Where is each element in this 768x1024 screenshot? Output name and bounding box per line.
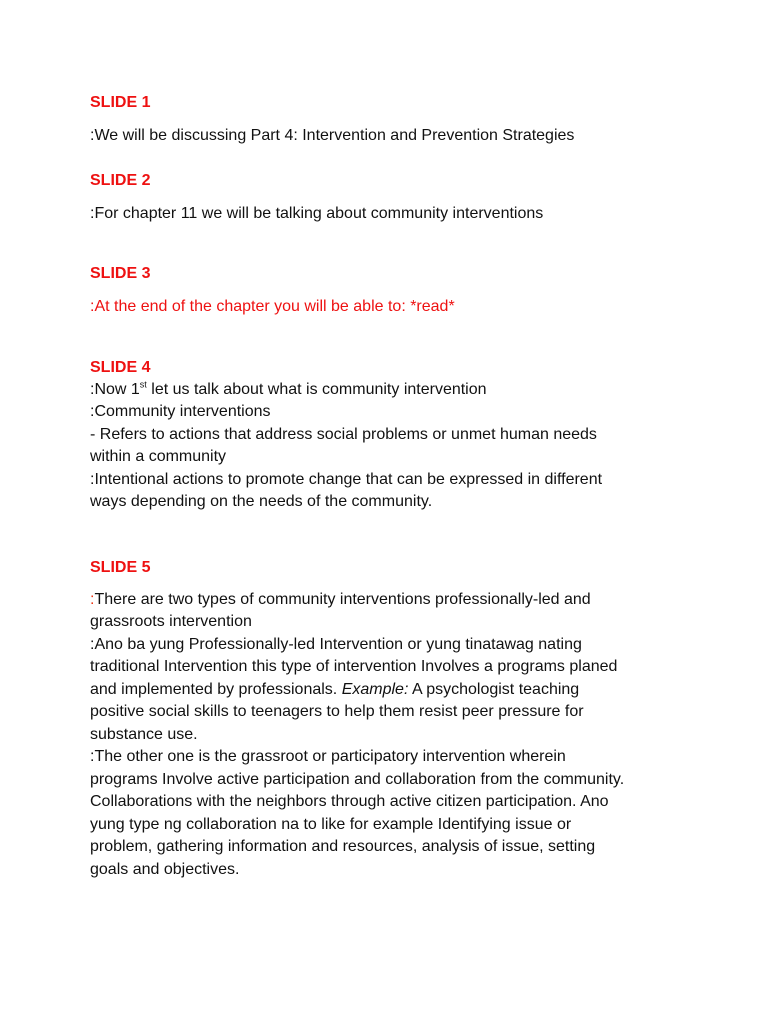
- slide-5-line-3: :Ano ba yung Professionally-led Intervention or yung tinatawag nating: [90, 635, 582, 653]
- slide-5-line-9: programs Involve active participation and collaboration from the community.: [90, 770, 625, 788]
- slide-5-line-7: substance use.: [90, 725, 198, 743]
- document-body: [90, 92, 690, 881]
- slide-5-line-10: Collaborations with the neighbors through active citizen participation. Ano: [90, 793, 609, 810]
- slide-5-line-4: traditional Intervention this type of intervention Involves a programs planed: [90, 658, 618, 675]
- slide-5-line-6: positive social skills to teenagers to help them resist peer pressure for: [90, 703, 584, 720]
- slide-5-line-5-example: Example:: [341, 680, 409, 698]
- slide-4-line-3: - Refers to actions that address social problems or unmet human needs: [90, 425, 597, 443]
- slide-5-line-5-post: A psychologist teaching: [408, 680, 580, 698]
- slide-1-heading: SLIDE 1: [90, 94, 151, 111]
- slide-5-line-5-pre: and implemented by professionals.: [90, 680, 342, 698]
- slide-5-heading: SLIDE 5: [90, 558, 151, 576]
- slide-3-heading: SLIDE 3: [90, 265, 151, 282]
- slide-4-line-4: within a community: [90, 448, 227, 465]
- slide-5-line-11: yung type ng collaboration na to like for example Identifying issue or: [90, 815, 572, 833]
- slide-5-line-1: [90, 589, 690, 612]
- slide-5-line-8: :The other one is the grassroot or participatory intervention wherein: [90, 748, 566, 765]
- slide-5-line-2: grassroots intervention: [90, 613, 252, 630]
- slide-4-heading: SLIDE 4: [90, 358, 151, 376]
- slide-2-heading: SLIDE 2: [90, 171, 151, 189]
- slide-5-line-1-text: There are two types of community interventions professionally-led and: [94, 590, 591, 608]
- slide-4-line-2: :Community interventions: [90, 403, 271, 420]
- slide-2-text: :For chapter 11 we will be talking about community interventions: [90, 204, 544, 222]
- slide-3-text: :At the end of the chapter you will be able to: *read*: [90, 298, 455, 315]
- slide-5-line-13: goals and objectives.: [90, 860, 240, 878]
- slide-4-line-1: [90, 379, 690, 402]
- slide-5-line-12: problem, gathering information and resources, analysis of issue, setting: [90, 838, 596, 855]
- slide-5-line-5: [90, 679, 690, 702]
- slide-5-line-1-colon: :: [90, 590, 95, 608]
- slide-1-text: :We will be discussing Part 4: Intervention and Prevention Strategies: [90, 127, 575, 144]
- slide-4-line-1-sup: st: [139, 379, 147, 390]
- slide-4-line-1-pre: :Now 1: [90, 380, 140, 398]
- slide-4-line-1-post: let us talk about what is community intervention: [146, 380, 487, 398]
- slide-4-line-5: :Intentional actions to promote change that can be expressed in different: [90, 470, 603, 488]
- slide-4-line-6: ways depending on the needs of the community.: [90, 493, 433, 510]
